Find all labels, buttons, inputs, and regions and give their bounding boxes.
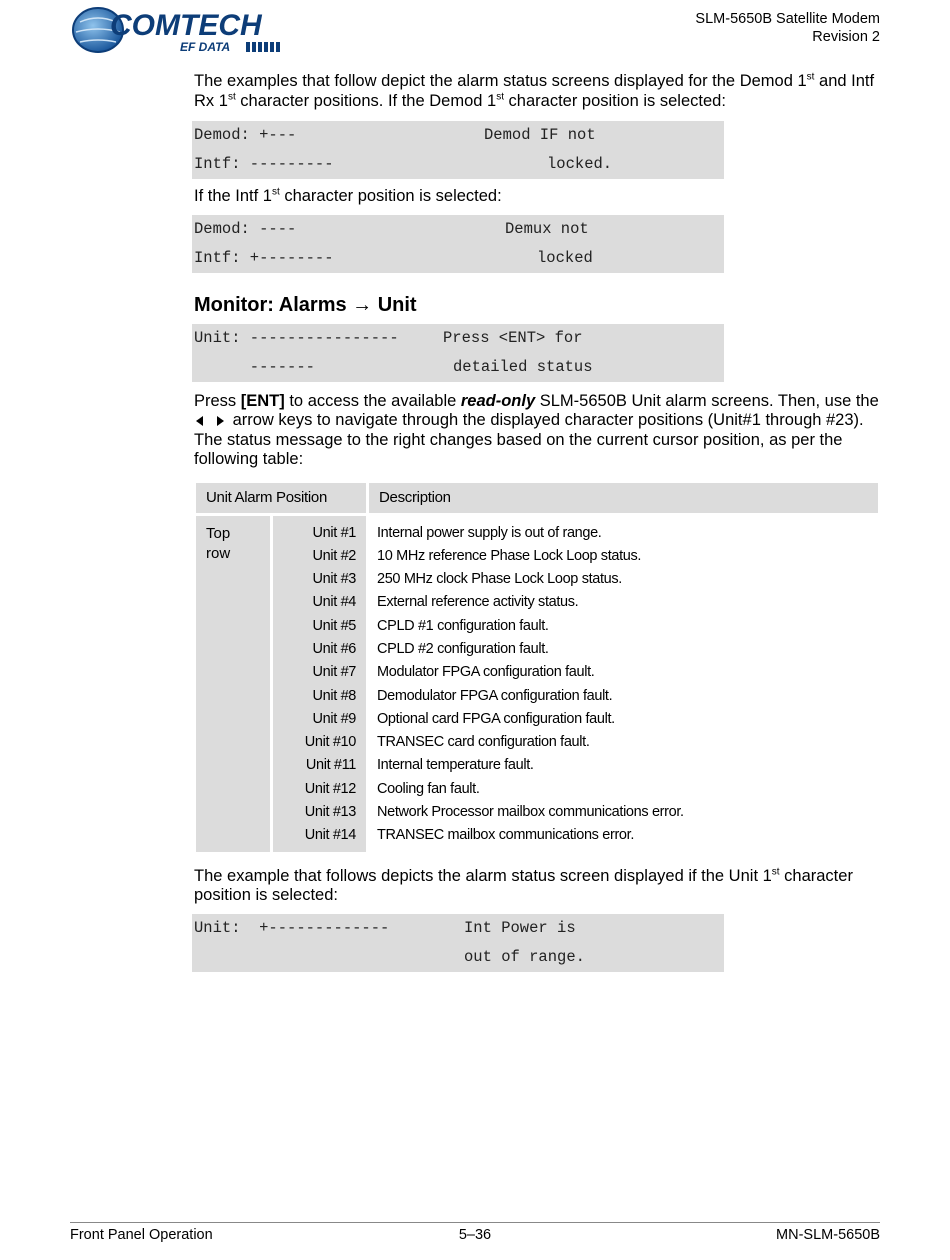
unit-number: Unit #12 bbox=[304, 780, 356, 797]
lcd-line: Unit: +------------- bbox=[194, 918, 390, 937]
unit-description: Network Processor mailbox communications error. bbox=[377, 804, 684, 821]
intro-paragraph: The examples that follow depict the alarm status screens displayed for the Demod 1st and Intf Rx 1st character positions. If the Demod 1st character position is selected: bbox=[194, 71, 875, 110]
lcd-line: Intf: --------- bbox=[194, 155, 334, 173]
unit-number: Unit #8 bbox=[312, 687, 356, 704]
unit-number: Unit #4 bbox=[312, 594, 356, 611]
logo-text: COMTECH bbox=[110, 9, 262, 42]
lcd-message: Demod IF not bbox=[484, 126, 596, 144]
unit-list bbox=[273, 516, 366, 852]
unit-description: Internal power supply is out of range. bbox=[377, 524, 602, 541]
unit-number: Unit #9 bbox=[312, 710, 356, 727]
unit-alarm-table bbox=[193, 480, 881, 855]
lcd-message: locked bbox=[537, 248, 593, 267]
footer-doc-number: MN-SLM-5650B bbox=[776, 1227, 880, 1243]
lcd-screen-demod bbox=[192, 121, 724, 179]
comtech-logo bbox=[70, 4, 300, 56]
lcd-message: detailed status bbox=[453, 357, 593, 376]
unit-number: Unit #10 bbox=[304, 734, 356, 751]
lcd-message: Demux not bbox=[505, 219, 589, 238]
right-arrow-icon: → bbox=[352, 293, 373, 316]
unit-number: Unit #2 bbox=[312, 547, 356, 564]
logo-subtext: EF DATA bbox=[180, 40, 231, 54]
unit-description: Demodulator FPGA configuration fault. bbox=[377, 687, 613, 704]
section-heading: Monitor: Alarms → Unit bbox=[194, 293, 417, 316]
lcd-screen-unit bbox=[192, 324, 724, 382]
page-number: 5–36 bbox=[458, 1227, 492, 1243]
column-header-position: Unit Alarm Position bbox=[196, 483, 366, 513]
alarm-position-cell: Top row bbox=[196, 516, 270, 852]
unit-description: Cooling fan fault. bbox=[377, 780, 480, 797]
doc-revision: Revision 2 bbox=[812, 29, 880, 45]
unit-number: Unit #1 bbox=[312, 524, 356, 541]
unit-description: TRANSEC card configuration fault. bbox=[377, 734, 590, 751]
page-content bbox=[194, 72, 884, 972]
lcd-message: locked. bbox=[547, 155, 613, 173]
lcd-screen-intf bbox=[192, 215, 724, 273]
unit-number: Unit #11 bbox=[305, 757, 356, 774]
intf-paragraph: If the Intf 1st character position is selected: bbox=[194, 186, 502, 205]
instructions-paragraph: Press [ENT] to access the available read-only SLM-5650B Unit alarm screens. Then, use the arrow keys to navigate through the displayed character positions (Unit#1 through #23). The status message to the right changes based on the current cursor position, as per the following table: bbox=[194, 391, 879, 468]
lcd-screen-unit-example bbox=[192, 914, 724, 972]
unit-description: External reference activity status. bbox=[377, 594, 579, 611]
lcd-line: Demod: ---- bbox=[194, 219, 297, 238]
unit-number: Unit #5 bbox=[312, 617, 356, 634]
arrow-keys-icon bbox=[194, 415, 228, 427]
unit-description: Internal temperature fault. bbox=[377, 757, 534, 774]
triangle-left-icon bbox=[196, 416, 203, 426]
unit-number: Unit #6 bbox=[312, 640, 356, 657]
unit-description: 10 MHz reference Phase Lock Loop status. bbox=[377, 547, 642, 564]
unit-description: 250 MHz clock Phase Lock Loop status. bbox=[377, 571, 622, 588]
lcd-message: Press <ENT> for bbox=[443, 328, 583, 347]
lcd-line: ------- bbox=[194, 357, 315, 376]
lcd-line: Demod: +--- bbox=[194, 126, 297, 144]
unit-description: CPLD #1 configuration fault. bbox=[377, 617, 549, 634]
footer-section: Front Panel Operation bbox=[70, 1227, 213, 1243]
doc-title: SLM-5650B Satellite Modem bbox=[695, 11, 880, 27]
unit-description: CPLD #2 configuration fault. bbox=[377, 640, 549, 657]
unit-number: Unit #7 bbox=[312, 664, 356, 681]
column-header-description: Description bbox=[369, 483, 878, 513]
lcd-line: Intf: +-------- bbox=[194, 248, 334, 267]
unit-description: Optional card FPGA configuration fault. bbox=[377, 710, 615, 727]
footer-divider bbox=[70, 1222, 880, 1223]
unit-description: Modulator FPGA configuration fault. bbox=[377, 664, 595, 681]
document-header bbox=[695, 10, 880, 46]
unit-number: Unit #3 bbox=[312, 571, 356, 588]
triangle-right-icon bbox=[217, 416, 224, 426]
lcd-line: Unit: ---------------- bbox=[194, 328, 399, 347]
example-paragraph: The example that follows depicts the alarm status screen displayed if the Unit 1st character position is selected: bbox=[194, 866, 853, 905]
unit-description: TRANSEC mailbox communications error. bbox=[377, 827, 634, 844]
description-list bbox=[369, 516, 878, 852]
lcd-message: Int Power is bbox=[464, 918, 576, 937]
unit-number: Unit #14 bbox=[304, 827, 356, 844]
unit-number: Unit #13 bbox=[304, 804, 356, 821]
lcd-message: out of range. bbox=[464, 947, 585, 966]
